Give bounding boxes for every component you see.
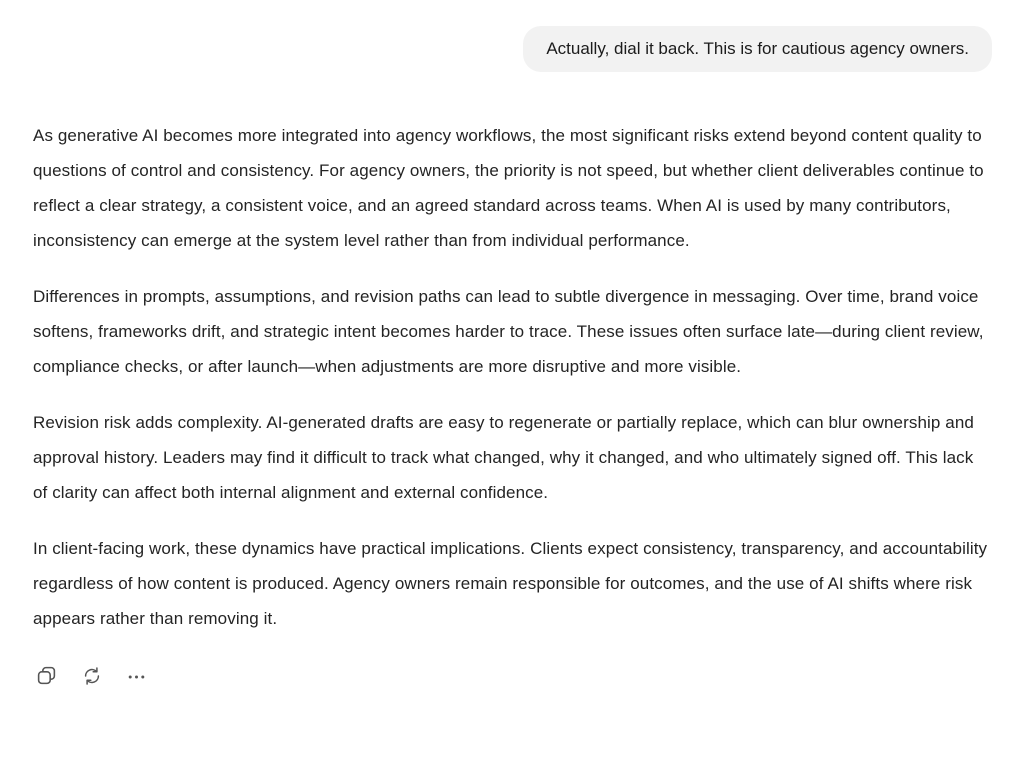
message-actions <box>33 657 990 688</box>
assistant-paragraph: As generative AI becomes more integrated into agency workflows, the most significant risks extend beyond content quality to questions of control and consistency. For agency owners, the priority is not speed, but whether client deliverables continue to reflect a clear strategy, a consistent voice, and an agreed standard across teams. When AI is used by many contributors, inconsistency can emerge at the system level rather than from individual performance. <box>33 126 984 250</box>
user-message-row <box>0 0 1023 72</box>
user-message-bubble <box>523 26 992 72</box>
copy-icon <box>36 665 57 686</box>
assistant-paragraph: In client-facing work, these dynamics have practical implications. Clients expect consistency, transparency, and accountability regardless of how content is produced. Agency owners remain responsible for outcomes, and the use of AI shifts where risk appears rather than removing it. <box>33 539 988 628</box>
regenerate-icon <box>82 666 102 686</box>
user-message-text: Actually, dial it back. This is for cautious agency owners. <box>546 39 969 58</box>
assistant-paragraph: Revision risk adds complexity. AI-generated drafts are easy to regenerate or partially replace, which can blur ownership and approval history. Leaders may find it difficult to track what changed, why it changed, and who ultimately signed off. This lack of clarity can affect both internal alignment and external confidence. <box>33 413 974 502</box>
copy-button[interactable] <box>34 663 59 688</box>
more-options-icon <box>127 666 146 686</box>
regenerate-button[interactable] <box>80 664 104 688</box>
more-options-button[interactable] <box>125 664 148 688</box>
assistant-paragraph: Differences in prompts, assumptions, and revision paths can lead to subtle divergence in messaging. Over time, brand voice softens, frameworks drift, and strategic intent becomes harder to trace. These issues often surface late—during client review, compliance checks, or after launch—when adjustments are more disruptive and more visible. <box>33 287 984 376</box>
assistant-message <box>0 118 1023 688</box>
